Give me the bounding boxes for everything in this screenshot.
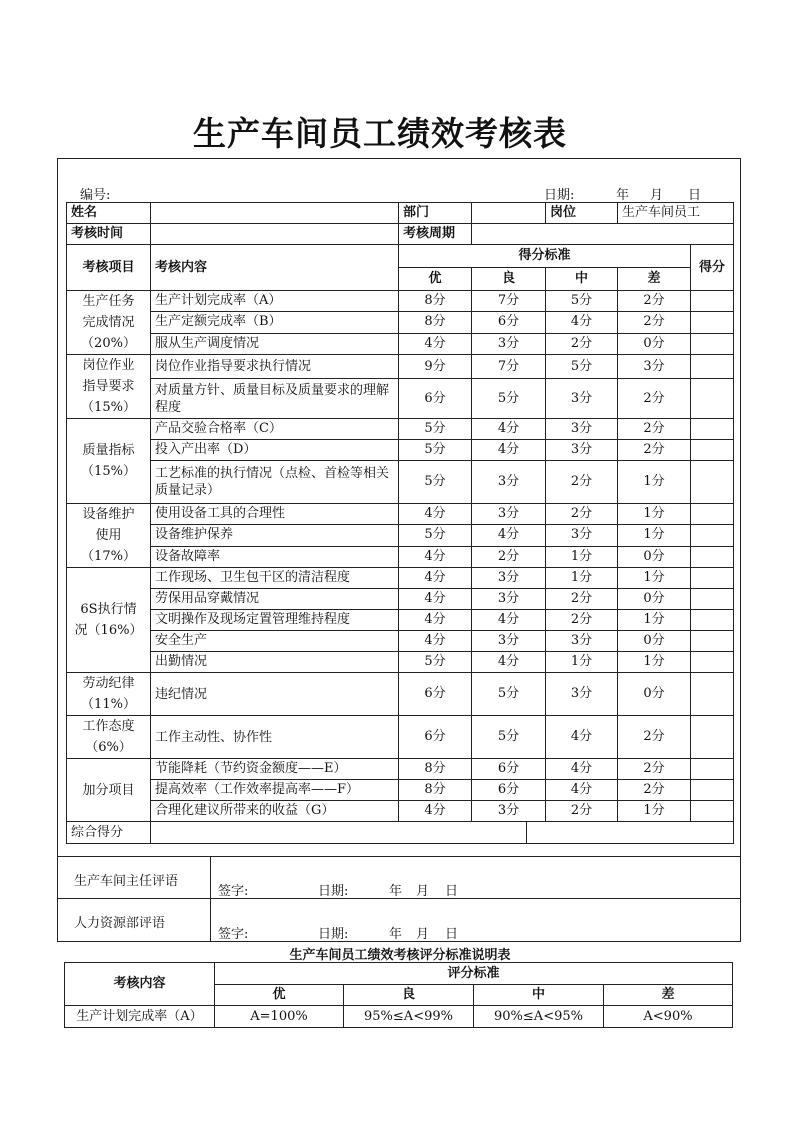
score-field[interactable] (691, 610, 734, 631)
score-good: 3分 (472, 589, 546, 610)
score-field[interactable] (691, 312, 734, 333)
total-score-extra (527, 822, 734, 844)
score-poor: 1分 (618, 461, 691, 504)
total-score-label: 综合得分 (67, 822, 151, 844)
section-name (67, 716, 151, 759)
score-excellent: 6分 (399, 379, 472, 419)
hr-comment-label: 人力资源部评语 (74, 916, 166, 931)
col-poor-header: 差 (618, 268, 691, 291)
score-good: 4分 (472, 610, 546, 631)
page-title: 生产车间员工绩效考核表 (193, 114, 567, 153)
score-field[interactable] (691, 801, 734, 822)
score-good: 3分 (472, 504, 546, 525)
score-medium: 2分 (546, 461, 618, 504)
score-field[interactable] (691, 355, 734, 379)
score-excellent: 4分 (399, 801, 472, 822)
score-good: 7分 (472, 355, 546, 379)
score-poor: 1分 (618, 801, 691, 822)
score-medium: 3分 (546, 440, 618, 461)
score-good: 4分 (472, 440, 546, 461)
hr-date-day: 日 (445, 927, 459, 942)
score-field[interactable] (691, 673, 734, 716)
score-poor: 0分 (618, 546, 691, 567)
score-good: 3分 (472, 333, 546, 354)
score-good: 3分 (472, 568, 546, 589)
assessment-content: 工作现场、卫生包干区的清洁程度 (151, 568, 399, 589)
period-time-field[interactable] (151, 224, 399, 245)
score-good: 4分 (472, 525, 546, 546)
assessment-content: 设备故障率 (151, 546, 399, 567)
score-excellent: 5分 (399, 525, 472, 546)
post-label: 岗位 (546, 203, 618, 224)
std-row-medium: 90%≤A<95% (474, 1006, 604, 1028)
score-row (67, 631, 734, 652)
score-poor: 2分 (618, 379, 691, 419)
col-standard-header: 得分标准 (399, 245, 691, 268)
director-date-day: 日 (445, 884, 459, 899)
score-row (67, 440, 734, 461)
score-excellent: 5分 (399, 419, 472, 440)
score-medium: 2分 (546, 333, 618, 354)
score-field[interactable] (691, 589, 734, 610)
hr-date-year: 年 (389, 927, 403, 942)
total-score-field[interactable] (151, 822, 527, 844)
score-field[interactable] (691, 780, 734, 801)
section-name (67, 759, 151, 822)
period-time-label: 考核时间 (67, 224, 151, 245)
assessment-content: 文明操作及现场定置管理维持程度 (151, 610, 399, 631)
score-poor: 2分 (618, 312, 691, 333)
score-row (67, 333, 734, 354)
assessment-content: 生产计划完成率（A） (151, 291, 399, 312)
assessment-content: 工艺标准的执行情况（点检、首检等相关质量记录） (151, 461, 399, 504)
score-field[interactable] (691, 379, 734, 419)
std-level-good: 良 (344, 985, 474, 1006)
score-medium: 2分 (546, 610, 618, 631)
score-field[interactable] (691, 759, 734, 780)
assessment-content: 岗位作业指导要求执行情况 (151, 355, 399, 379)
score-poor: 2分 (618, 419, 691, 440)
section-name-line: 完成情况 (82, 315, 135, 330)
section-name-line: 指导要求 (82, 379, 135, 394)
date-day: 日 (688, 188, 702, 203)
hr-sign-label: 签字: (218, 927, 249, 942)
assessment-content: 使用设备工具的合理性 (151, 504, 399, 525)
std-level-medium: 中 (474, 985, 604, 1006)
section-name-line: 生产任务 (82, 294, 135, 309)
date-label: 日期: (544, 188, 575, 203)
score-medium: 3分 (546, 631, 618, 652)
score-medium: 1分 (546, 568, 618, 589)
score-poor: 2分 (618, 780, 691, 801)
score-medium: 5分 (546, 355, 618, 379)
score-poor: 3分 (618, 355, 691, 379)
director-date-month: 月 (416, 884, 430, 899)
date-year: 年 (616, 188, 630, 203)
score-excellent: 8分 (399, 312, 472, 333)
score-medium: 2分 (546, 801, 618, 822)
score-poor: 0分 (618, 631, 691, 652)
score-field[interactable] (691, 652, 734, 673)
score-row (67, 610, 734, 631)
std-row-excellent: A=100% (215, 1006, 344, 1028)
score-row (67, 419, 734, 440)
assessment-content: 对质量方针、质量目标及质量要求的理解程度 (151, 379, 399, 419)
score-poor: 1分 (618, 525, 691, 546)
score-row (67, 673, 734, 716)
score-row (67, 504, 734, 525)
score-medium: 5分 (546, 291, 618, 312)
score-good: 6分 (472, 780, 546, 801)
score-excellent: 6分 (399, 673, 472, 716)
score-excellent: 8分 (399, 780, 472, 801)
post-value: 生产车间员工 (618, 203, 734, 224)
score-row (67, 589, 734, 610)
score-poor: 0分 (618, 673, 691, 716)
section-name (67, 504, 151, 568)
score-excellent: 4分 (399, 631, 472, 652)
name-label: 姓名 (67, 203, 151, 224)
score-row (67, 652, 734, 673)
score-medium: 3分 (546, 525, 618, 546)
score-medium: 2分 (546, 504, 618, 525)
section-name (67, 419, 151, 504)
std-row (65, 1006, 733, 1028)
score-field[interactable] (691, 716, 734, 759)
score-good: 6分 (472, 759, 546, 780)
section-name-line: （20%） (81, 336, 136, 351)
section-name-line: （15%） (81, 464, 136, 479)
score-poor: 0分 (618, 333, 691, 354)
date-month: 月 (650, 188, 664, 203)
std-content-header: 考核内容 (65, 963, 215, 1006)
score-excellent: 4分 (399, 610, 472, 631)
section-name (67, 673, 151, 716)
score-medium: 1分 (546, 652, 618, 673)
section-name-line: （11%） (81, 697, 136, 712)
score-row (67, 312, 734, 333)
hr-date-label: 日期: (318, 927, 349, 942)
score-good: 7分 (472, 291, 546, 312)
score-row (67, 461, 734, 504)
assessment-content: 生产定额完成率（B） (151, 312, 399, 333)
score-field[interactable] (691, 504, 734, 525)
assessment-content: 产品交验合格率（C） (151, 419, 399, 440)
section-name-line: 岗位作业 (82, 358, 135, 373)
score-good: 5分 (472, 379, 546, 419)
section-name-line: 设备维护 (82, 507, 135, 522)
section-name (67, 291, 151, 355)
score-excellent: 8分 (399, 759, 472, 780)
dept-label: 部门 (399, 203, 472, 224)
assessment-content: 安全生产 (151, 631, 399, 652)
section-name-line: 6S执行情 (80, 602, 137, 617)
score-excellent: 4分 (399, 589, 472, 610)
appraisal-table (66, 202, 734, 844)
score-poor: 1分 (618, 504, 691, 525)
dept-field[interactable] (472, 203, 546, 224)
period-field[interactable] (472, 224, 734, 245)
score-row (67, 780, 734, 801)
score-poor: 1分 (618, 652, 691, 673)
section-name-line: 况（16%） (74, 623, 143, 638)
score-medium: 4分 (546, 759, 618, 780)
score-good: 6分 (472, 312, 546, 333)
score-good: 4分 (472, 419, 546, 440)
director-date-year: 年 (389, 884, 403, 899)
score-excellent: 4分 (399, 546, 472, 567)
std-row-content: 生产计划完成率（A） (65, 1006, 215, 1028)
assessment-content: 节能降耗（节约资金额度——E） (151, 759, 399, 780)
score-field[interactable] (691, 333, 734, 354)
director-comment-label: 生产车间主任评语 (74, 874, 179, 889)
score-row (67, 716, 734, 759)
director-sign-label: 签字: (218, 884, 249, 899)
standard-table (64, 962, 733, 1028)
assessment-content: 服从生产调度情况 (151, 333, 399, 354)
score-row (67, 759, 734, 780)
std-level-poor: 差 (604, 985, 733, 1006)
section-name-line: （15%） (81, 400, 136, 415)
section-name (67, 568, 151, 673)
section-name-line: 加分项目 (82, 782, 135, 798)
score-poor: 2分 (618, 291, 691, 312)
score-good: 2分 (472, 546, 546, 567)
section-name-line: （6%） (85, 740, 132, 755)
score-excellent: 9分 (399, 355, 472, 379)
std-row-good: 95%≤A<99% (344, 1006, 474, 1028)
score-excellent: 5分 (399, 440, 472, 461)
director-date-label: 日期: (318, 884, 349, 899)
assessment-content: 提高效率（工作效率提高率——F） (151, 780, 399, 801)
col-medium-header: 中 (546, 268, 618, 291)
score-medium: 4分 (546, 312, 618, 333)
score-field[interactable] (691, 631, 734, 652)
score-row (67, 291, 734, 312)
score-excellent: 5分 (399, 461, 472, 504)
assessment-content: 劳保用品穿戴情况 (151, 589, 399, 610)
assessment-content: 工作主动性、协作性 (151, 716, 399, 759)
name-field[interactable] (151, 203, 399, 224)
score-medium: 3分 (546, 673, 618, 716)
score-row (67, 525, 734, 546)
period-label: 考核周期 (399, 224, 472, 245)
score-field[interactable] (691, 546, 734, 567)
score-good: 3分 (472, 801, 546, 822)
score-medium: 2分 (546, 589, 618, 610)
score-field[interactable] (691, 291, 734, 312)
score-medium: 4分 (546, 716, 618, 759)
score-medium: 3分 (546, 419, 618, 440)
score-poor: 2分 (618, 716, 691, 759)
assessment-content: 出勤情况 (151, 652, 399, 673)
score-good: 3分 (472, 461, 546, 504)
assessment-content: 投入产出率（D） (151, 440, 399, 461)
score-excellent: 6分 (399, 716, 472, 759)
std-criteria-header: 评分标准 (215, 963, 733, 985)
score-field[interactable] (691, 440, 734, 461)
col-score-header: 得分 (691, 245, 734, 291)
section-name-line: 劳动纪律 (82, 676, 135, 691)
score-row (67, 568, 734, 589)
score-field[interactable] (691, 525, 734, 546)
score-medium: 1分 (546, 546, 618, 567)
score-row (67, 801, 734, 822)
score-good: 4分 (472, 652, 546, 673)
score-excellent: 4分 (399, 568, 472, 589)
score-field[interactable] (691, 419, 734, 440)
score-medium: 4分 (546, 780, 618, 801)
score-poor: 2分 (618, 440, 691, 461)
col-good-header: 良 (472, 268, 546, 291)
section-name-line: 使用 (95, 528, 122, 543)
col-excellent-header: 优 (399, 268, 472, 291)
score-good: 5分 (472, 716, 546, 759)
assessment-content: 设备维护保养 (151, 525, 399, 546)
score-excellent: 4分 (399, 333, 472, 354)
col-item-header: 考核项目 (67, 245, 151, 291)
score-poor: 2分 (618, 759, 691, 780)
std-row-poor: A<90% (604, 1006, 733, 1028)
score-excellent: 4分 (399, 504, 472, 525)
score-excellent: 5分 (399, 652, 472, 673)
section-name-line: 工作态度 (82, 719, 135, 734)
score-good: 3分 (472, 631, 546, 652)
col-content-header: 考核内容 (151, 245, 399, 291)
section-name (67, 355, 151, 419)
std-level-excellent: 优 (215, 985, 344, 1006)
score-excellent: 8分 (399, 291, 472, 312)
score-row (67, 355, 734, 379)
hr-date-month: 月 (416, 927, 430, 942)
serial-number-label: 编号: (80, 188, 111, 203)
standard-table-title: 生产车间员工绩效考核评分标准说明表 (289, 948, 511, 963)
score-poor: 0分 (618, 589, 691, 610)
score-good: 5分 (472, 673, 546, 716)
score-medium: 3分 (546, 379, 618, 419)
section-name-line: （17%） (81, 549, 136, 564)
score-poor: 1分 (618, 568, 691, 589)
score-row (67, 546, 734, 567)
score-field[interactable] (691, 461, 734, 504)
assessment-content: 违纪情况 (151, 673, 399, 716)
score-field[interactable] (691, 568, 734, 589)
assessment-content: 合理化建议所带来的收益（G） (151, 801, 399, 822)
score-poor: 1分 (618, 610, 691, 631)
section-name-line: 质量指标 (82, 443, 135, 458)
score-row (67, 379, 734, 419)
